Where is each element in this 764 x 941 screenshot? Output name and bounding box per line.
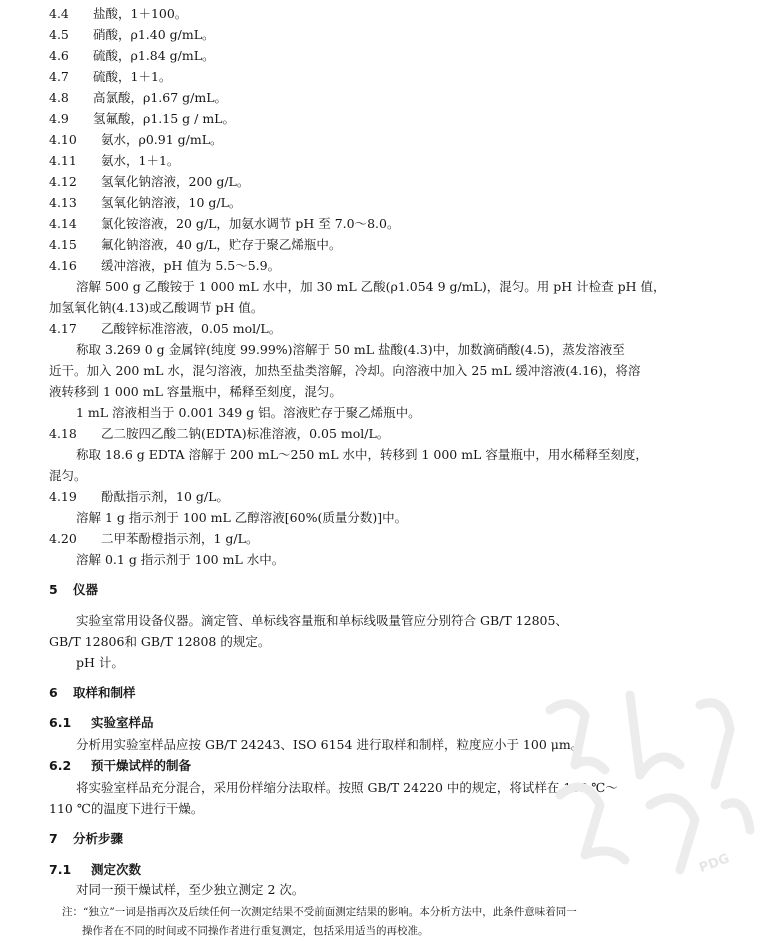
item-4-4: 4.4 盐酸，1＋100。 bbox=[49, 6, 188, 21]
para-4-17-line3: 液转移到 1 000 mL 容量瓶中，稀释至刻度，混匀。 bbox=[49, 384, 342, 399]
para-4-20: 溶解 0.1 g 指示剂于 100 mL 水中。 bbox=[76, 552, 285, 567]
section-6-2-heading: 6.2 预干燥试样的制备 bbox=[49, 758, 192, 773]
watermark-label: PDG bbox=[697, 851, 732, 876]
item-4-17: 4.17 乙酸锌标准溶液，0.05 mol/L。 bbox=[49, 321, 282, 336]
section-7-1-heading: 7.1 测定次数 bbox=[49, 862, 142, 877]
item-4-20: 4.20 二甲苯酚橙指示剂，1 g/L。 bbox=[49, 531, 259, 546]
para-7-1: 对同一预干燥试样，至少独立测定 2 次。 bbox=[76, 882, 305, 897]
item-4-13: 4.13 氢氧化钠溶液，10 g/L。 bbox=[49, 195, 242, 210]
item-4-6: 4.6 硫酸，ρ1.84 g/mL。 bbox=[49, 48, 215, 63]
item-4-18: 4.18 乙二胺四乙酸二钠(EDTA)标准溶液，0.05 mol/L。 bbox=[49, 426, 390, 441]
para-4-17-line4: 1 mL 溶液相当于 0.001 349 g 铝。溶液贮存于聚乙烯瓶中。 bbox=[76, 405, 421, 420]
para-6-2-line2: 110 ℃的温度下进行干燥。 bbox=[49, 801, 204, 816]
item-4-10: 4.10 氨水，ρ0.91 g/mL。 bbox=[49, 132, 223, 147]
item-4-11: 4.11 氨水，1＋1。 bbox=[49, 153, 180, 168]
para-5-line1: 实验室常用设备仪器。滴定管、单标线容量瓶和单标线吸量管应分别符合 GB/T 12805、 bbox=[76, 613, 568, 628]
para-4-18-line1: 称取 18.6 g EDTA 溶解于 200 mL～250 mL 水中，转移到 1 000 mL 容量瓶中，用水稀释至刻度， bbox=[76, 447, 648, 462]
note-line1: 注：“独立”一词是指再次及后续任何一次测定结果不受前面测定结果的影响。本分析方法中，此条件意味着同一 bbox=[62, 906, 577, 918]
item-4-14: 4.14 氯化铵溶液，20 g/L，加氨水调节 pH 至 7.0～8.0。 bbox=[49, 216, 400, 231]
section-7-heading: 7 分析步骤 bbox=[49, 831, 124, 846]
section-6-1-heading: 6.1 实验室样品 bbox=[49, 715, 154, 730]
para-6-1: 分析用实验室样品应按 GB/T 24243、ISO 6154 进行取样和制样，粒度应小于 100 μm。 bbox=[76, 737, 584, 752]
item-4-16: 4.16 缓冲溶液，pH 值为 5.5～5.9。 bbox=[49, 258, 281, 273]
item-4-19: 4.19 酚酞指示剂，10 g/L。 bbox=[49, 489, 229, 504]
item-4-9: 4.9 氢氟酸，ρ1.15 g / mL。 bbox=[49, 111, 235, 126]
para-4-16-line2: 加氢氧化钠(4.13)或乙酸调节 pH 值。 bbox=[49, 300, 264, 315]
item-4-12: 4.12 氢氧化钠溶液，200 g/L。 bbox=[49, 174, 250, 189]
para-4-19: 溶解 1 g 指示剂于 100 mL 乙醇溶液[60%(质量分数)]中。 bbox=[76, 510, 408, 525]
seal-watermark-icon bbox=[530, 655, 764, 905]
para-5-line3: pH 计。 bbox=[76, 655, 124, 670]
para-6-2-line1: 将实验室样品充分混合，采用份样缩分法取样。按照 GB/T 24220 中的规定，将试样在 105 ℃～ bbox=[76, 780, 618, 795]
note-line2: 操作者在不同的时间或不同操作者进行重复测定，包括采用适当的再校准。 bbox=[82, 925, 429, 937]
item-4-5: 4.5 硝酸，ρ1.40 g/mL。 bbox=[49, 27, 215, 42]
item-4-8: 4.8 高氯酸，ρ1.67 g/mL。 bbox=[49, 90, 228, 105]
para-4-17-line2: 近干。加入 200 mL 水，混匀溶液，加热至盐类溶解，冷却。向溶液中加入 25 mL 缓冲溶液(4.16)，将溶 bbox=[49, 363, 641, 378]
para-5-line2: GB/T 12806和 GB/T 12808 的规定。 bbox=[49, 634, 271, 649]
para-4-17-line1: 称取 3.269 0 g 金属锌(纯度 99.99%)溶解于 50 mL 盐酸(4.3)中，加数滴硝酸(4.5)，蒸发溶液至 bbox=[76, 342, 625, 357]
section-6-heading: 6 取样和制样 bbox=[49, 685, 136, 700]
item-4-7: 4.7 硫酸，1＋1。 bbox=[49, 69, 172, 84]
para-4-18-line2: 混匀。 bbox=[49, 468, 87, 483]
para-4-16-line1: 溶解 500 g 乙酸铵于 1 000 mL 水中，加 30 mL 乙酸(ρ1.054 9 g/mL)，混匀。用 pH 计检查 pH 值， bbox=[76, 279, 666, 294]
section-5-heading: 5 仪器 bbox=[49, 582, 99, 597]
item-4-15: 4.15 氟化钠溶液，40 g/L，贮存于聚乙烯瓶中。 bbox=[49, 237, 342, 252]
